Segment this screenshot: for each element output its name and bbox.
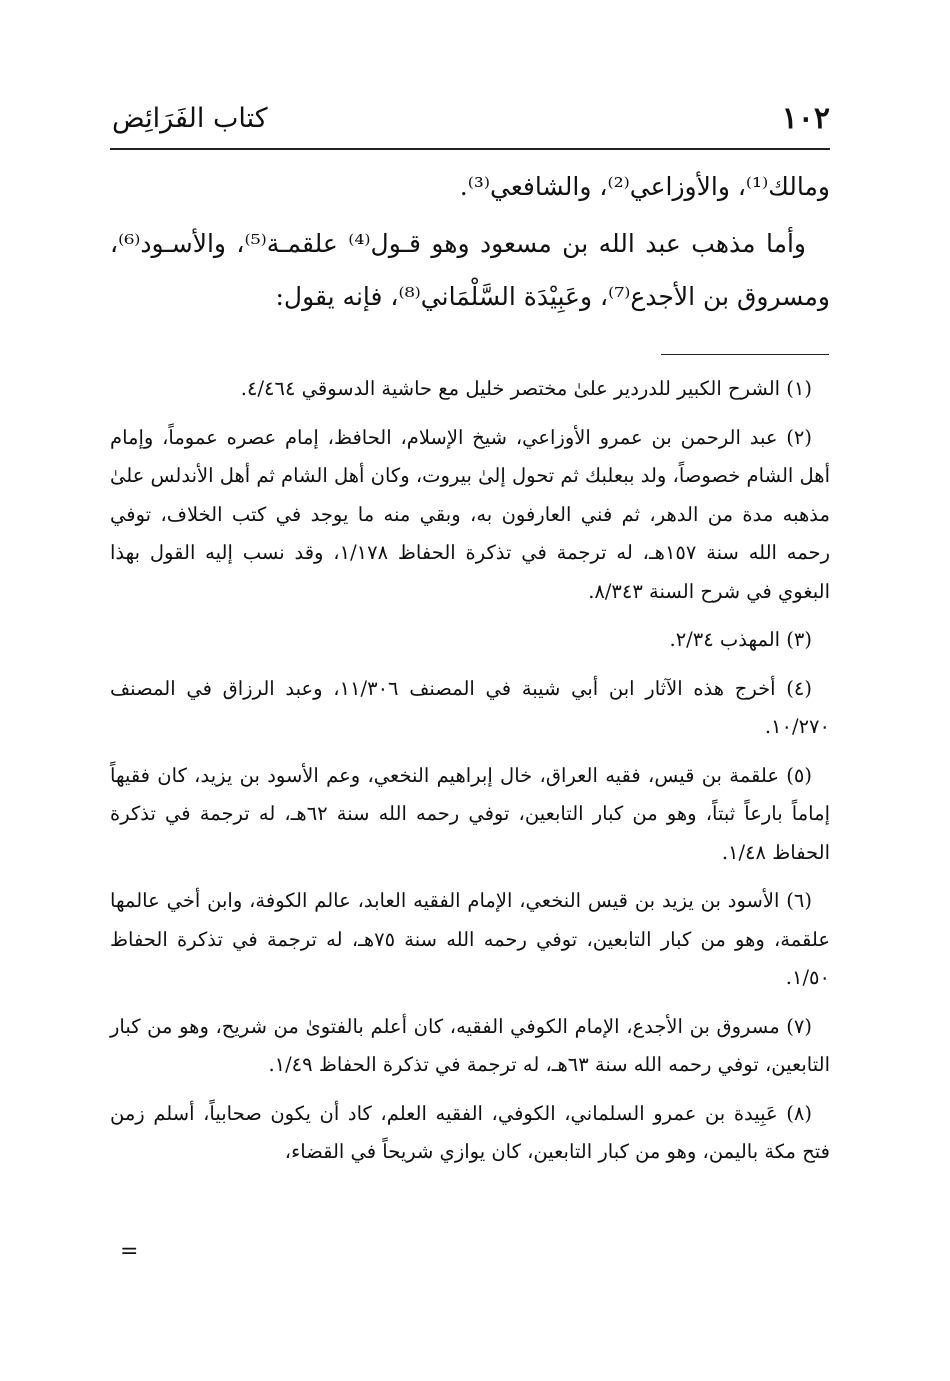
main-paragraph-1: ومالك⁽¹⁾، والأوزاعي⁽²⁾، والشافعي⁽³⁾. (459, 172, 830, 201)
continuation-mark: = (120, 1239, 139, 1264)
page-header (110, 95, 830, 147)
footnote-7: (٧) مسروق بن الأجدع، الإمام الكوفي الفقيه، كان أعلم بالفتوىٰ من شريح، وهو من كبار التابعين، توفي رحمه الله سنة ٦٣هـ، له ترجمة في تذكرة الحفاظ ١/٤٩. (110, 1014, 830, 1076)
footnote-5: (٥) علقمة بن قيس، فقيه العراق، خال إبراهيم النخعي، وعم الأسود بن يزيد، كان فقيهاً إماماً بارعاً ثبتاً، وهو من كبار التابعين، توفي رحمه الله سنة ٦٢هـ، له ترجمة في تذكرة الحفاظ ١/٤٨. (110, 763, 830, 864)
footnote-4: (٤) أخرج هذه الآثار ابن أبي شيبة في المصنف ١١/٣٠٦، وعبد الرزاق في المصنف ١٠/٢٧٠. (110, 676, 830, 738)
footnote-divider (661, 354, 829, 355)
page-number: ١٠٢ (781, 101, 830, 136)
footnote-1: (١) الشرح الكبير للدردير علىٰ مختصر خليل مع حاشية الدسوقي ٤/٤٦٤. (240, 377, 812, 400)
footnote-8: (٨) عَبِيدة بن عمرو السلماني، الكوفي، الفقيه العلم، كاد أن يكون صحابياً، أسلم زمن فتح مكة باليمن، وهو من كبار التابعين، كان يوازي شريحاً في القضاء، (110, 1101, 830, 1163)
running-title: كتاب الفَرَائِض (112, 103, 268, 134)
header-divider (110, 148, 830, 150)
footnotes (110, 370, 830, 1182)
footnote-2: (٢) عبد الرحمن بن عمرو الأوزاعي، شيخ الإسلام، الحافظ، إمام عصره عموماً، وإمام أهل الشام خصوصاً، ولد ببعلبك ثم تحول إلىٰ بيروت، وكان أهل الشام ثم أهل الأندلس علىٰ مذهبه مدة من الدهر، ثم فني العارفون به، وبقي منه ما يوجد في كتب الخلاف، توفي رحمه الله سنة ١٥٧هـ، له ترجمة في تذكرة الحفاظ ١/١٧٨، وقد نسب إليه القول بهذا البغوي في شرح السنة ٨/٣٤٣. (110, 425, 830, 603)
main-paragraph-2: وأما مذهب عبد الله بن مسعود وهو قـول⁽⁴⁾ علقمـة⁽⁵⁾، والأسـود⁽⁶⁾، ومسروق بن الأجدع⁽⁷⁾، وعَبِيْدَة السَّلْمَاني⁽⁸⁾، فإنه يقول: (110, 229, 830, 311)
footnote-6: (٦) الأسود بن يزيد بن قيس النخعي، الإمام الفقيه العابد، عالم الكوفة، وابن أخي عالمها علقمة، وهو من كبار التابعين، توفي رحمه الله سنة ٧٥هـ، له ترجمة في تذكرة الحفاظ ١/٥٠. (110, 889, 830, 989)
main-text (110, 160, 830, 323)
footnote-3: (٣) المهذب ٢/٣٤. (669, 628, 812, 651)
